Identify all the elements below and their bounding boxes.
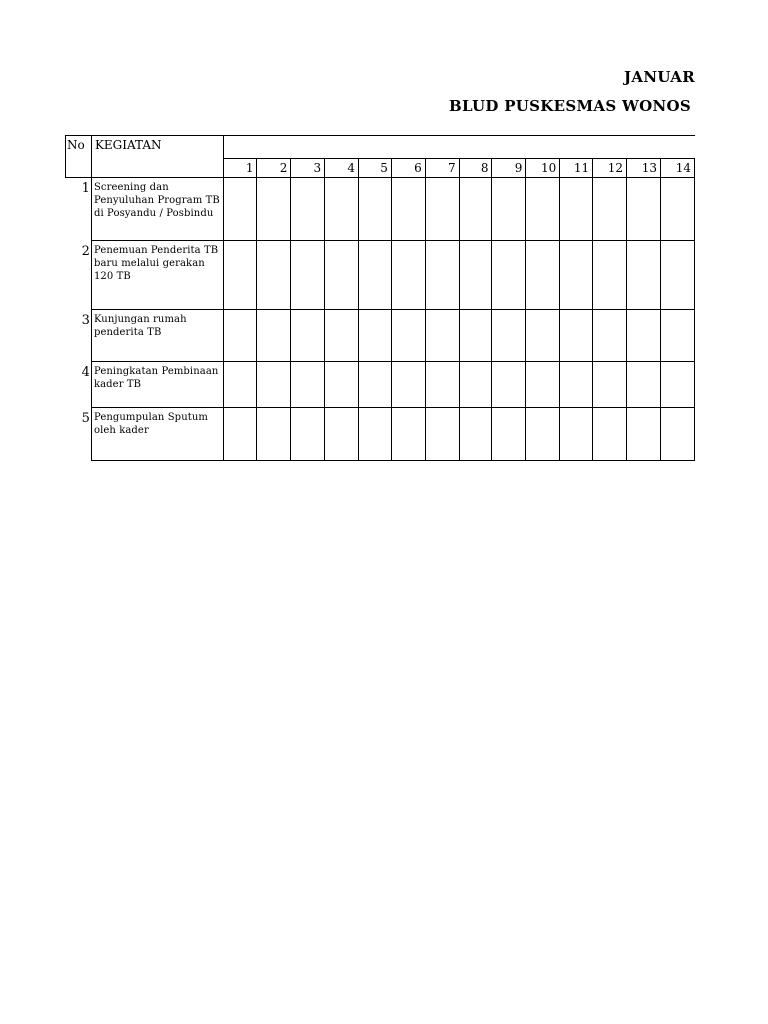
schedule-cell [459, 310, 492, 362]
table-row [66, 178, 695, 241]
activity-name: Kunjungan rumah penderita TB [91, 310, 223, 362]
day-header: 12 [593, 159, 627, 178]
schedule-cell [660, 178, 694, 241]
schedule-cell [359, 362, 392, 408]
schedule-cell [492, 408, 526, 461]
schedule-cell [593, 310, 627, 362]
schedule-cell [425, 241, 459, 310]
activity-name: Peningkatan Pembinaan kader TB [91, 362, 223, 408]
schedule-cell [459, 362, 492, 408]
schedule-cell [627, 362, 661, 408]
schedule-cell [526, 362, 560, 408]
schedule-cell [593, 241, 627, 310]
row-number: 4 [66, 362, 92, 408]
day-header: 14 [660, 159, 694, 178]
schedule-cell [325, 362, 359, 408]
day-header: 5 [359, 159, 392, 178]
table-body [66, 136, 695, 461]
row-number: 2 [66, 241, 92, 310]
column-header-month-span [223, 136, 694, 159]
schedule-cell [560, 310, 593, 362]
schedule-cell [526, 178, 560, 241]
day-header: 11 [560, 159, 593, 178]
schedule-cell [526, 310, 560, 362]
day-header: 3 [291, 159, 325, 178]
schedule-cell [257, 178, 291, 241]
schedule-cell [359, 178, 392, 241]
schedule-cell [492, 178, 526, 241]
schedule-cell [291, 241, 325, 310]
schedule-cell [257, 241, 291, 310]
schedule-cell [627, 310, 661, 362]
schedule-cell [560, 408, 593, 461]
schedule-cell [291, 362, 325, 408]
schedule-cell [425, 408, 459, 461]
schedule-cell [627, 408, 661, 461]
day-header: 9 [492, 159, 526, 178]
day-header: 8 [459, 159, 492, 178]
schedule-cell [627, 241, 661, 310]
row-number: 1 [66, 178, 92, 241]
schedule-cell [391, 241, 425, 310]
page-title-institution: BLUD PUSKESMAS WONOS [449, 97, 692, 115]
schedule-cell [359, 310, 392, 362]
table-row [66, 310, 695, 362]
schedule-cell [459, 178, 492, 241]
schedule-cell [425, 310, 459, 362]
header-row-top [66, 136, 695, 159]
schedule-cell [593, 362, 627, 408]
schedule-cell [291, 178, 325, 241]
table-row [66, 362, 695, 408]
schedule-cell [492, 310, 526, 362]
row-number: 3 [66, 310, 92, 362]
schedule-cell [660, 408, 694, 461]
schedule-cell [325, 408, 359, 461]
schedule-cell [459, 241, 492, 310]
day-header: 13 [627, 159, 661, 178]
page-title-month: JANUAR [624, 68, 695, 86]
schedule-cell [325, 310, 359, 362]
schedule-cell [291, 408, 325, 461]
schedule-cell [391, 178, 425, 241]
schedule-cell [660, 310, 694, 362]
day-header: 6 [391, 159, 425, 178]
schedule-cell [391, 408, 425, 461]
schedule-cell [359, 408, 392, 461]
schedule-cell [223, 241, 257, 310]
schedule-cell [560, 178, 593, 241]
schedule-cell [257, 310, 291, 362]
schedule-cell [560, 362, 593, 408]
schedule-cell [492, 362, 526, 408]
schedule-cell [593, 178, 627, 241]
schedule-cell [627, 178, 661, 241]
row-number: 5 [66, 408, 92, 461]
schedule-cell [660, 241, 694, 310]
activity-name: Pengumpulan Sputum oleh kader [91, 408, 223, 461]
day-header: 7 [425, 159, 459, 178]
table-row [66, 241, 695, 310]
schedule-cell [425, 178, 459, 241]
day-header: 2 [257, 159, 291, 178]
schedule-cell [391, 310, 425, 362]
schedule-cell [223, 362, 257, 408]
schedule-cell [526, 408, 560, 461]
schedule-cell [425, 362, 459, 408]
column-header-no: No [66, 136, 92, 178]
schedule-cell [291, 310, 325, 362]
schedule-cell [526, 241, 560, 310]
schedule-cell [223, 408, 257, 461]
schedule-cell [660, 362, 694, 408]
activity-schedule-table [65, 135, 695, 461]
schedule-cell [223, 178, 257, 241]
table-row [66, 408, 695, 461]
activity-name: Screening dan Penyuluhan Program TB di Posyandu / Posbindu [91, 178, 223, 241]
day-header: 10 [526, 159, 560, 178]
day-header: 4 [325, 159, 359, 178]
schedule-cell [325, 241, 359, 310]
schedule-cell [593, 408, 627, 461]
schedule-cell [359, 241, 392, 310]
day-header: 1 [223, 159, 257, 178]
schedule-cell [459, 408, 492, 461]
schedule-cell [257, 362, 291, 408]
schedule-cell [560, 241, 593, 310]
schedule-cell [391, 362, 425, 408]
schedule-cell [325, 178, 359, 241]
activity-name: Penemuan Penderita TB baru melalui gerakan 120 TB [91, 241, 223, 310]
schedule-cell [223, 310, 257, 362]
column-header-kegiatan: KEGIATAN [91, 136, 223, 178]
schedule-cell [257, 408, 291, 461]
schedule-cell [492, 241, 526, 310]
